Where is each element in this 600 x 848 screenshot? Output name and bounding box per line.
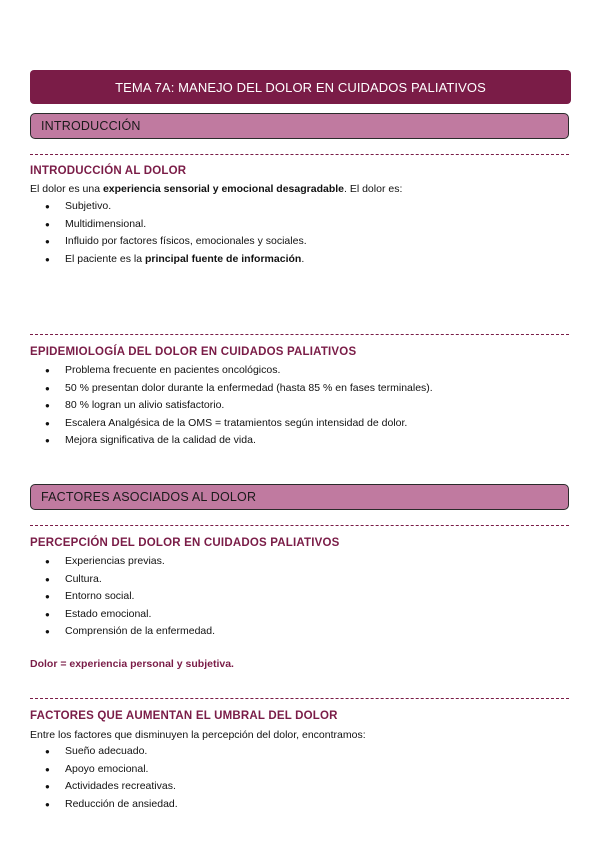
intro-paragraph-end: . El dolor es:	[344, 183, 403, 195]
section-label: FACTORES ASOCIADOS AL DOLOR	[41, 490, 257, 504]
list-item-start: El paciente es la	[65, 252, 145, 265]
list-item-bold: principal fuente de información	[144, 252, 302, 265]
list-item: ● Problema frecuente en pacientes oncológicos.	[45, 362, 433, 380]
intro-paragraph-start: El dolor es una	[30, 183, 103, 195]
section-header-introduccion	[30, 113, 569, 139]
document-title: TEMA 7A: MANEJO DEL DOLOR EN CUIDADOS PALIATIVOS	[115, 79, 486, 95]
section-divider	[30, 334, 569, 335]
list-item: ● Subjetivo.	[45, 198, 307, 216]
intro-heading: INTRODUCCIÓN AL DOLOR	[30, 165, 187, 177]
threshold-intro: Entre los factores que disminuyen la percepción del dolor, encontramos:	[30, 729, 366, 741]
threshold-heading: FACTORES QUE AUMENTAN EL UMBRAL DEL DOLOR	[30, 710, 338, 722]
list-item: ● Influido por factores físicos, emocionales y sociales.	[45, 233, 307, 251]
document-title-bar	[30, 70, 571, 104]
perception-note: Dolor = experiencia personal y subjetiva.	[30, 658, 234, 670]
epidemiology-bullet-list	[45, 362, 433, 450]
list-item: ● Comprensión de la enfermedad.	[45, 623, 215, 641]
list-item	[45, 251, 307, 269]
list-item: ● Estado emocional.	[45, 606, 215, 624]
section-header-factores	[30, 484, 569, 510]
list-item: ● Apoyo emocional.	[45, 761, 178, 779]
list-item: ● Sueño adecuado.	[45, 743, 178, 761]
intro-paragraph	[30, 183, 402, 195]
section-divider	[30, 525, 569, 526]
list-item: ● Multidimensional.	[45, 216, 307, 234]
section-label: INTRODUCCIÓN	[41, 119, 141, 133]
list-item: ● Cultura.	[45, 571, 215, 589]
epidemiology-heading: EPIDEMIOLOGÍA DEL DOLOR EN CUIDADOS PALIATIVOS	[30, 346, 357, 358]
list-item: ● Reducción de ansiedad.	[45, 796, 178, 814]
list-item: ● Entorno social.	[45, 588, 215, 606]
list-item: ● 80 % logran un alivio satisfactorio.	[45, 397, 433, 415]
intro-bullet-list	[45, 198, 307, 268]
section-divider	[30, 698, 569, 699]
list-item-end: .	[301, 252, 305, 265]
list-item: ● Escalera Analgésica de la OMS = tratamientos según intensidad de dolor.	[45, 415, 433, 433]
perception-heading: PERCEPCIÓN DEL DOLOR EN CUIDADOS PALIATIVOS	[30, 537, 340, 549]
intro-paragraph-bold: experiencia sensorial y emocional desagradable	[102, 183, 344, 195]
section-divider	[30, 154, 569, 155]
threshold-bullet-list	[45, 743, 178, 813]
list-item: ● Mejora significativa de la calidad de vida.	[45, 432, 433, 450]
list-item: ● 50 % presentan dolor durante la enfermedad (hasta 85 % en fases terminales).	[45, 380, 433, 398]
perception-bullet-list	[45, 553, 215, 641]
list-item: ● Actividades recreativas.	[45, 778, 178, 796]
list-item: ● Experiencias previas.	[45, 553, 215, 571]
